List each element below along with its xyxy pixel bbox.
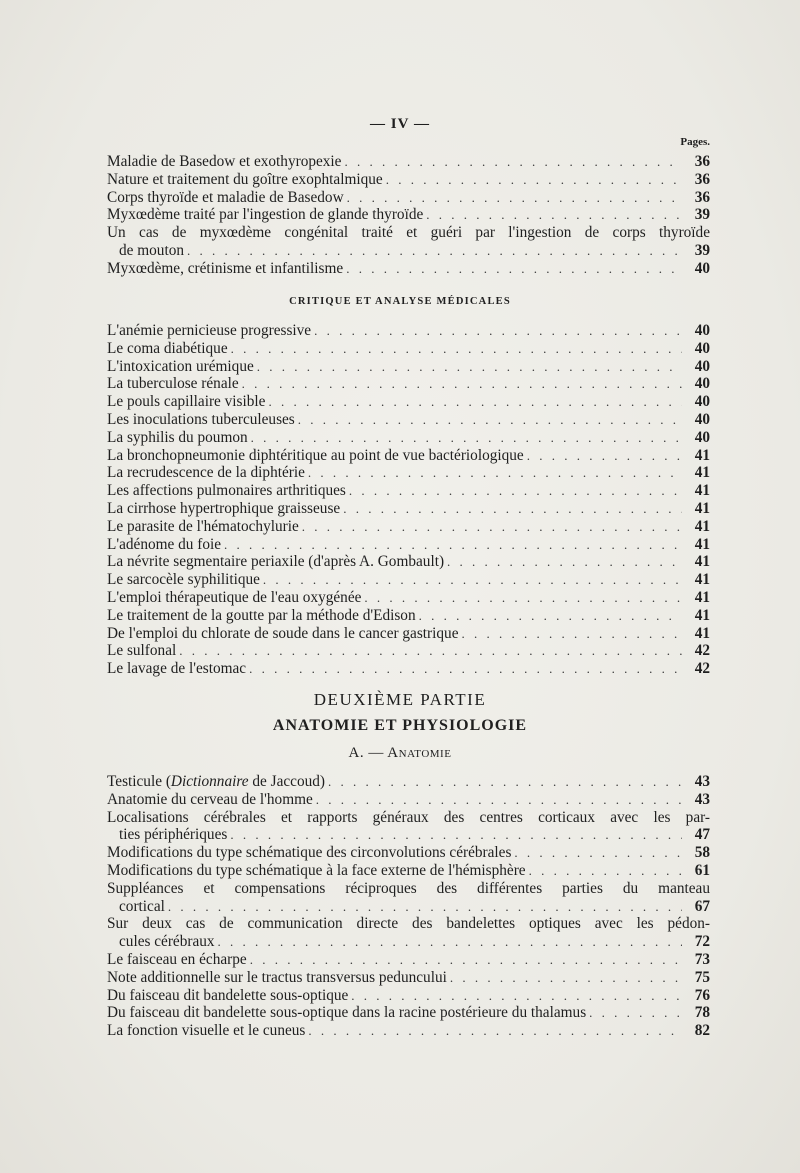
toc-entry-title: La tuberculose rénale xyxy=(107,375,239,393)
toc-entry-page: 72 xyxy=(694,933,710,951)
toc-entry xyxy=(107,153,710,171)
toc-entry-title-continued: cules cérébraux xyxy=(119,933,215,951)
toc-entry xyxy=(107,1022,710,1040)
section-heading-critique: CRITIQUE ET ANALYSE MÉDICALES xyxy=(289,296,511,307)
toc-entry-page: 41 xyxy=(694,553,710,571)
toc-entry-title: L'adénome du foie xyxy=(107,535,222,553)
toc-entry-page: 43 xyxy=(694,773,710,790)
toc-entry xyxy=(107,358,710,376)
toc-entry xyxy=(107,987,710,1005)
toc-entry-page: 40 xyxy=(694,357,710,375)
toc-entry-page: 76 xyxy=(694,986,710,1004)
toc-entry-title: Note additionnelle sur le tractus transversus peduncului xyxy=(107,968,447,986)
toc-entry-page: 36 xyxy=(694,153,710,170)
toc-entry-title-italic: Dictionnaire xyxy=(170,773,249,790)
toc-entry-title: Le parasite de l'hématochylurie xyxy=(107,517,299,535)
toc-entry xyxy=(107,429,710,447)
toc-entry-page: 41 xyxy=(694,571,710,589)
toc-entry xyxy=(107,951,710,969)
toc-entry-page: 40 xyxy=(694,375,710,393)
toc-entry-title-continued: cortical xyxy=(119,897,165,915)
toc-entry xyxy=(107,260,710,278)
toc-entry xyxy=(107,660,710,678)
toc-entry xyxy=(107,862,710,880)
toc-entry xyxy=(107,809,710,845)
toc-entry xyxy=(107,411,710,429)
toc-entry-page: 40 xyxy=(694,339,710,357)
toc-entry-page: 40 xyxy=(694,259,710,277)
toc-entry xyxy=(107,393,710,411)
toc-entry xyxy=(107,773,710,791)
toc-block-anatomy xyxy=(107,773,710,1040)
toc-entry-page: 41 xyxy=(694,624,710,642)
toc-entry-page: 39 xyxy=(694,241,710,259)
toc-entry-page: 78 xyxy=(694,1004,710,1022)
section-heading-anatomy-physiology: ANATOMIE ET PHYSIOLOGIE xyxy=(272,717,528,734)
toc-entry xyxy=(107,447,710,465)
toc-entry-page: 40 xyxy=(694,428,710,446)
toc-entry-page: 42 xyxy=(694,660,710,678)
toc-entry-title: Nature et traitement du goître exophtalmique xyxy=(107,170,383,188)
toc-entry-page: 67 xyxy=(694,897,710,915)
toc-entry-title: Sur deux cas de communication directe des bandelettes optiques avec les pédon- xyxy=(107,915,710,933)
toc-entry-title-end: de Jaccoud) xyxy=(248,773,325,790)
toc-entry xyxy=(107,518,710,536)
toc-entry-title: Le pouls capillaire visible xyxy=(107,393,266,411)
toc-entry-page: 75 xyxy=(694,968,710,986)
toc-entry-title: Modifications du type schématique à la face externe de l'hémisphère xyxy=(107,861,526,879)
toc-entry-page: 36 xyxy=(694,170,710,188)
pages-column-label: Pages. xyxy=(680,136,710,148)
toc-entry-page: 73 xyxy=(694,950,710,968)
toc-entry-title: Testicule ( xyxy=(107,773,171,790)
toc-entry-title: La fonction visuelle et le cuneus xyxy=(107,1022,306,1040)
toc-entry-page: 43 xyxy=(694,790,710,808)
toc-entry xyxy=(107,375,710,393)
toc-entry-page: 41 xyxy=(694,606,710,624)
toc-entry-title: La recrudescence de la diphtérie xyxy=(107,464,305,482)
toc-entry xyxy=(107,880,710,916)
toc-entry-page: 58 xyxy=(694,844,710,862)
toc-entry-title: Du faisceau dit bandelette sous-optique dans la racine postérieure du thalamus xyxy=(107,1004,587,1022)
toc-entry xyxy=(107,844,710,862)
toc-entry xyxy=(107,482,710,500)
toc-entry-title: Myxœdème traité par l'ingestion de glande thyroïde xyxy=(107,206,424,224)
toc-entry xyxy=(107,915,710,951)
toc-entry xyxy=(107,642,710,660)
toc-block-thyroid xyxy=(107,153,710,278)
toc-entry-title: De l'emploi du chlorate de soude dans le cancer gastrique xyxy=(107,624,459,642)
subsection-heading-anatomy: A. — Anatomie xyxy=(348,745,452,761)
toc-entry xyxy=(107,1004,710,1022)
toc-entry-title: Le coma diabétique xyxy=(107,339,228,357)
toc-entry-page: 36 xyxy=(694,188,710,206)
toc-entry-title: Le traitement de la goutte par la méthode d'Edison xyxy=(107,606,416,624)
toc-entry-page: 41 xyxy=(694,464,710,482)
toc-entry xyxy=(107,553,710,571)
toc-entry xyxy=(107,589,710,607)
toc-entry xyxy=(107,206,710,224)
toc-entry-title: L'emploi thérapeutique de l'eau oxygénée xyxy=(107,588,362,606)
toc-entry-title: Les inoculations tuberculeuses xyxy=(107,410,295,428)
toc-entry xyxy=(107,536,710,554)
toc-entry-title: Corps thyroïde et maladie de Basedow xyxy=(107,188,344,206)
toc-entry xyxy=(107,969,710,987)
toc-entry-title: Anatomie du cerveau de l'homme xyxy=(107,790,313,808)
part-heading: DEUXIÈME PARTIE xyxy=(313,690,487,709)
toc-entry-page: 41 xyxy=(694,517,710,535)
toc-entry xyxy=(107,571,710,589)
toc-entry-title: Un cas de myxœdème congénital traité et guéri par l'ingestion de corps thyroïde xyxy=(107,224,710,242)
toc-entry-page: 41 xyxy=(694,535,710,553)
toc-entry-page: 40 xyxy=(694,322,710,339)
toc-entry-page: 61 xyxy=(694,861,710,879)
toc-entry-page: 47 xyxy=(694,826,710,844)
toc-entry-title: Les affections pulmonaires arthritiques xyxy=(107,482,346,500)
toc-entry xyxy=(107,340,710,358)
page-folio: — IV — xyxy=(370,116,430,132)
toc-entry xyxy=(107,224,710,260)
toc-entry-page: 41 xyxy=(694,482,710,500)
toc-entry-title: La cirrhose hypertrophique graisseuse xyxy=(107,499,341,517)
toc-entry xyxy=(107,500,710,518)
toc-entry-title-continued: ties périphériques xyxy=(119,826,228,844)
toc-entry-title: La syphilis du poumon xyxy=(107,428,248,446)
toc-entry xyxy=(107,189,710,207)
toc-entry-page: 40 xyxy=(694,393,710,411)
toc-entry-page: 41 xyxy=(694,499,710,517)
toc-entry xyxy=(107,791,710,809)
toc-entry-title: L'intoxication urémique xyxy=(107,357,254,375)
toc-entry-page: 41 xyxy=(694,588,710,606)
toc-entry-page: 39 xyxy=(694,206,710,224)
toc-entry-title: Du faisceau dit bandelette sous-optique xyxy=(107,986,349,1004)
toc-entry-page: 82 xyxy=(694,1022,710,1040)
toc-entry-page: 41 xyxy=(694,446,710,464)
toc-entry-title: Suppléances et compensations réciproques des différentes parties du manteau xyxy=(107,879,710,897)
toc-entry-title: Le lavage de l'estomac xyxy=(107,660,247,678)
toc-entry xyxy=(107,322,710,340)
toc-entry-title: Le sarcocèle syphilitique xyxy=(107,571,260,589)
toc-entry-title: Myxœdème, crétinisme et infantilisme xyxy=(107,259,344,277)
toc-entry-title: La névrite segmentaire periaxile (d'après A. Gombault) xyxy=(107,553,445,571)
toc-entry-title: Maladie de Basedow et exothyropexie xyxy=(107,153,342,170)
toc-entry-title: Localisations cérébrales et rapports généraux des centres corticaux avec les par- xyxy=(107,808,710,826)
toc-block-critique xyxy=(107,322,710,678)
toc-entry xyxy=(107,607,710,625)
toc-entry xyxy=(107,464,710,482)
toc-entry-page: 40 xyxy=(694,410,710,428)
toc-entry xyxy=(107,171,710,189)
toc-entry-title-continued: de mouton xyxy=(119,241,185,259)
toc-entry xyxy=(107,625,710,643)
toc-entry-title: Le sulfonal xyxy=(107,642,177,660)
toc-entry-title: L'anémie pernicieuse progressive xyxy=(107,322,312,339)
toc-entry-page: 42 xyxy=(694,642,710,660)
toc-entry-title: Le faisceau en écharpe xyxy=(107,950,247,968)
toc-entry-title: Modifications du type schématique des circonvolutions cérébrales xyxy=(107,844,512,862)
toc-entry-title: La bronchopneumonie diphtéritique au point de vue bactériologique xyxy=(107,446,524,464)
